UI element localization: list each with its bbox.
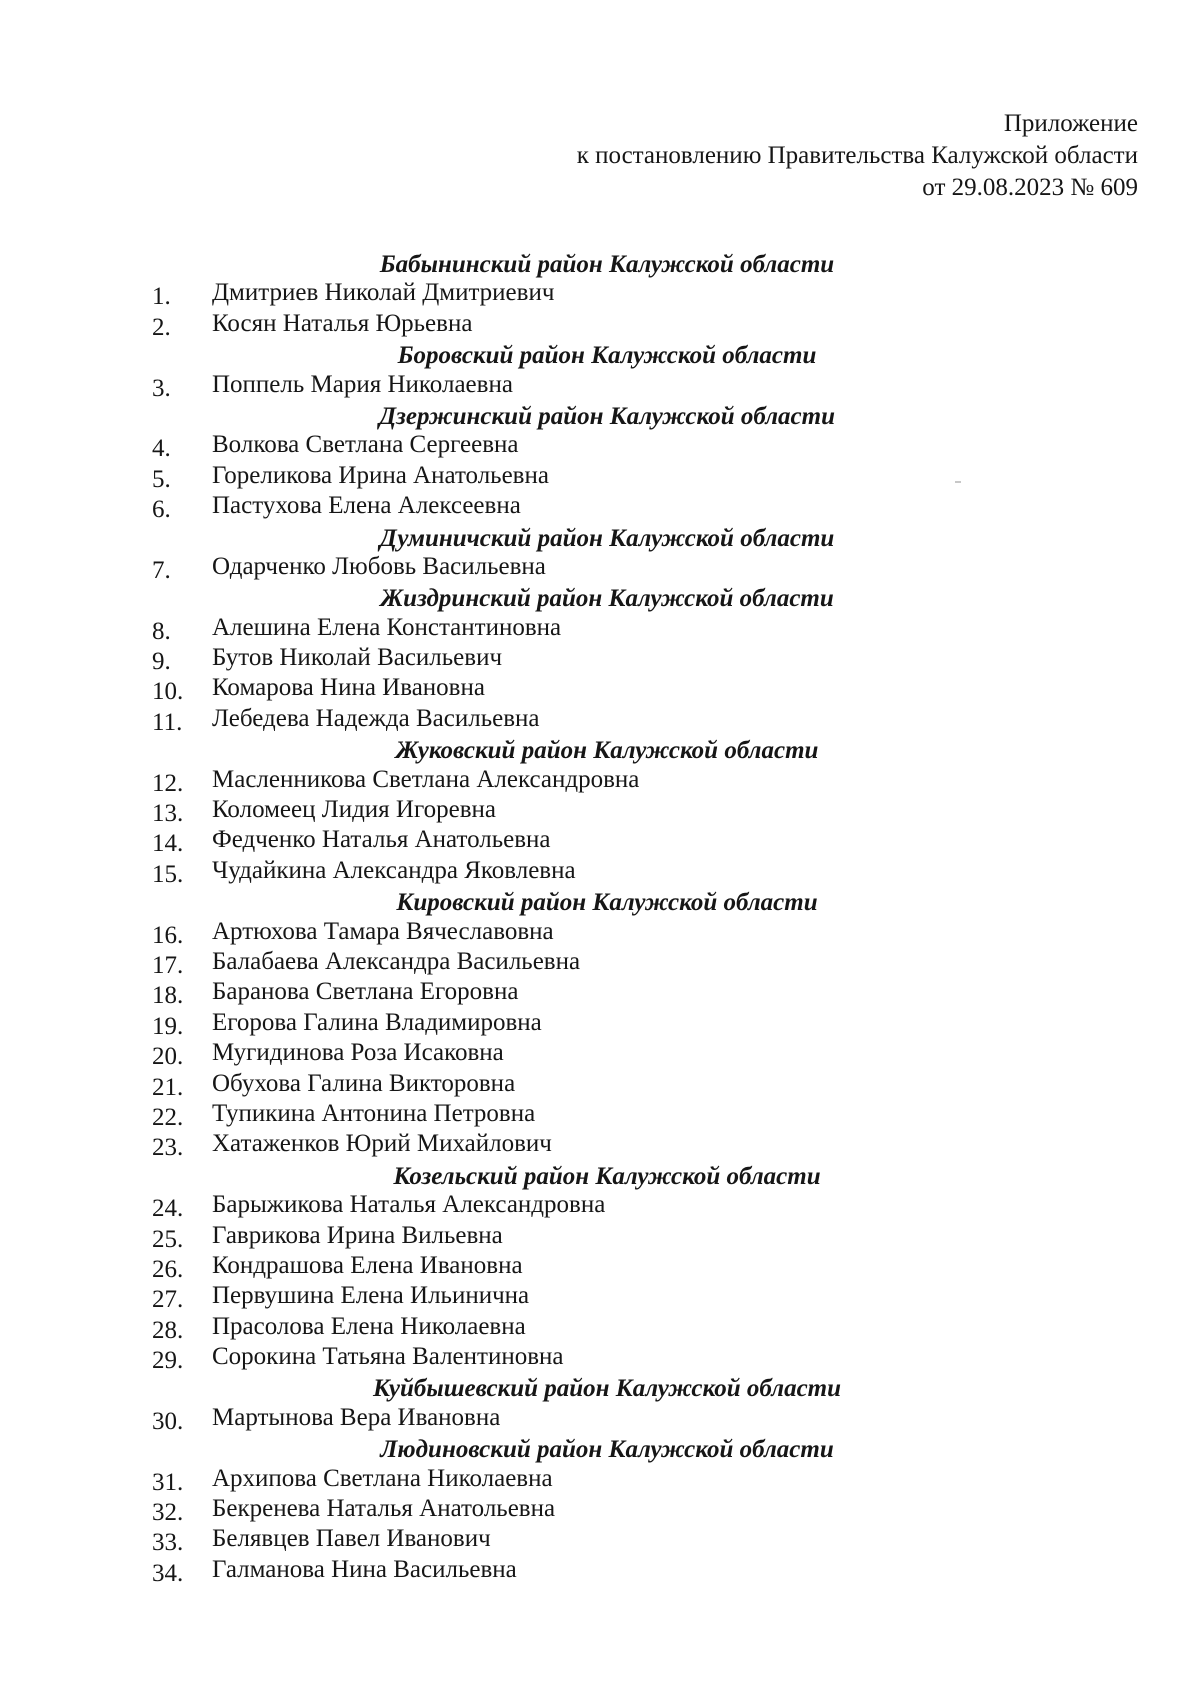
- list-item: [0, 949, 1200, 979]
- item-number: 3.: [152, 374, 171, 402]
- item-number: 2.: [152, 313, 171, 341]
- item-number: 15.: [152, 860, 184, 888]
- person-name: Косян Наталья Юрьевна: [212, 309, 473, 337]
- list-item: [0, 1101, 1200, 1131]
- item-number: 11.: [152, 708, 183, 736]
- list-item: [0, 979, 1200, 1009]
- person-name: Бекренева Наталья Анатольевна: [212, 1495, 556, 1523]
- item-number: 12.: [152, 769, 184, 797]
- person-name: Хатаженков Юрий Михайлович: [212, 1130, 552, 1158]
- item-number: 19.: [152, 1012, 184, 1040]
- person-name: Волкова Светлана Сергеевна: [212, 431, 519, 459]
- list-item: [0, 706, 1200, 736]
- item-number: 33.: [152, 1529, 184, 1557]
- item-number: 16.: [152, 921, 184, 949]
- person-name: Прасолова Елена Николаевна: [212, 1312, 526, 1340]
- item-number: 6.: [152, 496, 171, 524]
- person-name: Комарова Нина Ивановна: [212, 674, 485, 702]
- item-number: 34.: [152, 1559, 184, 1587]
- list-item: [0, 767, 1200, 797]
- list-item: [0, 280, 1200, 310]
- district-heading: Бабынинский район Калужской области: [379, 251, 835, 278]
- list-item: [0, 1496, 1200, 1526]
- district-heading: Жиздринский район Калужской области: [380, 585, 834, 613]
- item-number: 1.: [152, 283, 171, 311]
- person-name: Мугидинова Роза Исаковна: [212, 1039, 504, 1067]
- item-number: 28.: [152, 1316, 184, 1344]
- list-item: [0, 372, 1200, 402]
- item-number: 23.: [152, 1134, 184, 1162]
- person-name: Дмитриев Николай Дмитриевич: [212, 279, 555, 307]
- person-name: Обухова Галина Викторовна: [212, 1069, 516, 1097]
- person-name: Бутов Николай Васильевич: [212, 644, 503, 672]
- item-number: 13.: [152, 800, 184, 828]
- scan-speck: [955, 481, 961, 483]
- item-number: 9.: [152, 648, 171, 676]
- list-item: [0, 1253, 1200, 1283]
- item-number: 4.: [152, 435, 171, 463]
- item-number: 32.: [152, 1499, 184, 1527]
- list-item: [0, 827, 1200, 857]
- person-name: Сорокина Татьяна Валентиновна: [212, 1343, 564, 1371]
- list-item: [0, 1526, 1200, 1556]
- list-item: [0, 615, 1200, 645]
- item-number: 17.: [152, 951, 184, 979]
- item-number: 24.: [152, 1195, 184, 1223]
- item-number: 31.: [152, 1468, 184, 1496]
- list-item: [0, 1192, 1200, 1222]
- list-item: [0, 463, 1200, 493]
- item-number: 20.: [152, 1043, 184, 1071]
- district-heading: Людиновский район Калужской области: [380, 1436, 834, 1464]
- list-item: [0, 1344, 1200, 1374]
- item-number: 14.: [152, 830, 184, 858]
- person-name: Одарченко Любовь Васильевна: [212, 552, 546, 580]
- district-heading: Жуковский район Калужской области: [395, 737, 819, 765]
- person-name: Артюхова Тамара Вячеславовна: [212, 917, 554, 945]
- appendix-date-number: от 29.08.2023 № 609: [922, 174, 1138, 201]
- district-heading: Козельский район Калужской области: [393, 1162, 821, 1190]
- list-item: [0, 1405, 1200, 1435]
- item-number: 7.: [152, 556, 171, 584]
- list-item: [0, 1131, 1200, 1161]
- item-number: 10.: [152, 678, 184, 706]
- item-number: 8.: [152, 617, 171, 645]
- list-item: [0, 1223, 1200, 1253]
- list-item: [0, 645, 1200, 675]
- list-item: [0, 311, 1200, 341]
- list-item: [0, 554, 1200, 584]
- item-number: 29.: [152, 1347, 184, 1375]
- person-name: Балабаева Александра Васильевна: [212, 947, 581, 975]
- person-name: Егорова Галина Владимировна: [212, 1008, 542, 1036]
- list-item: [0, 1314, 1200, 1344]
- appendix-title: Приложение: [1003, 110, 1138, 137]
- list-item: [0, 1071, 1200, 1101]
- person-name: Мартынова Вера Ивановна: [212, 1403, 501, 1431]
- district-heading: Кировский район Калужской области: [396, 889, 818, 917]
- person-name: Коломеец Лидия Игоревна: [212, 796, 496, 824]
- list-item: [0, 1466, 1200, 1496]
- item-number: 18.: [152, 982, 184, 1010]
- list-item: [0, 1557, 1200, 1587]
- person-name: Кондрашова Елена Ивановна: [212, 1251, 523, 1279]
- item-number: 22.: [152, 1103, 184, 1131]
- person-name: Барыжикова Наталья Александровна: [212, 1191, 606, 1219]
- person-name: Архипова Светлана Николаевна: [212, 1464, 553, 1492]
- list-item: [0, 858, 1200, 888]
- district-heading: Боровский район Калужской области: [397, 342, 817, 370]
- list-item: [0, 797, 1200, 827]
- person-name: Первушина Елена Ильинична: [212, 1282, 530, 1310]
- person-name: Лебедева Надежда Васильевна: [212, 704, 540, 732]
- person-name: Галманова Нина Васильевна: [212, 1555, 517, 1583]
- list-item: [0, 919, 1200, 949]
- person-name: Федченко Наталья Анатольевна: [212, 826, 551, 854]
- list-item: [0, 493, 1200, 523]
- appendix-reference: к постановлению Правительства Калужской области: [576, 142, 1138, 169]
- person-name: Тупикина Антонина Петровна: [212, 1099, 536, 1127]
- person-name: Гореликова Ирина Анатольевна: [212, 461, 549, 489]
- item-number: 27.: [152, 1286, 184, 1314]
- person-name: Баранова Светлана Егоровна: [212, 978, 519, 1006]
- item-number: 30.: [152, 1407, 184, 1435]
- person-name: Белявцев Павел Иванович: [212, 1525, 491, 1553]
- item-number: 25.: [152, 1225, 184, 1253]
- list-item: [0, 1283, 1200, 1313]
- district-heading: Думиничский район Калужской области: [379, 524, 835, 552]
- list-item: [0, 1010, 1200, 1040]
- item-number: 21.: [152, 1073, 184, 1101]
- recipient-list: [0, 250, 1200, 1587]
- appendix-header: [577, 108, 1138, 204]
- district-heading: Куйбышевский район Калужской области: [372, 1375, 842, 1403]
- list-item: [0, 432, 1200, 462]
- person-name: Чудайкина Александра Яковлевна: [212, 856, 576, 884]
- person-name: Алешина Елена Константиновна: [212, 613, 562, 641]
- list-item: [0, 1040, 1200, 1070]
- item-number: 5.: [152, 465, 171, 493]
- list-item: [0, 675, 1200, 705]
- person-name: Гаврикова Ирина Вильевна: [212, 1221, 503, 1249]
- person-name: Масленникова Светлана Александровна: [212, 765, 640, 793]
- item-number: 26.: [152, 1255, 184, 1283]
- person-name: Поппель Мария Николаевна: [212, 370, 513, 398]
- district-heading: Дзержинский район Калужской области: [379, 402, 835, 430]
- person-name: Пастухова Елена Алексеевна: [212, 492, 521, 520]
